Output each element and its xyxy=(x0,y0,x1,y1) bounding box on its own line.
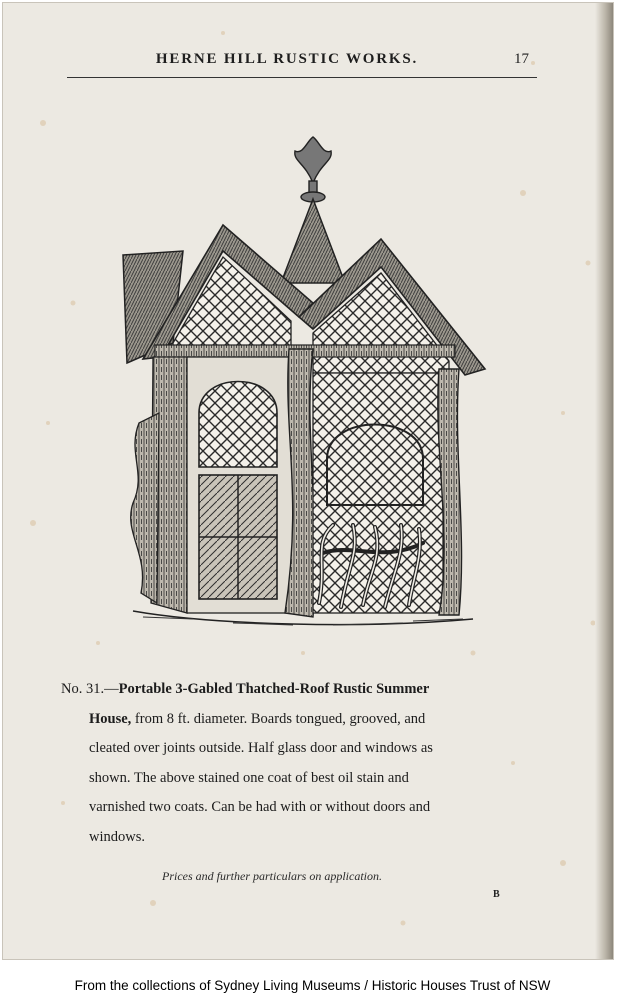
item-number: No. 31.— xyxy=(61,681,119,697)
book-spine-shadow xyxy=(595,3,613,959)
running-title: HERNE HILL RUSTIC WORKS. xyxy=(155,51,419,67)
item-title-continued: House, xyxy=(89,710,132,727)
page-number: 17 xyxy=(514,51,529,67)
description-line-3: shown. The above stained one coat of best oil stain and xyxy=(89,769,409,786)
description-line-4: varnished two coats. Can be had with or without doors and xyxy=(89,799,431,815)
description-line-5: windows. xyxy=(89,828,145,845)
item-description xyxy=(61,675,531,852)
description-line-2: cleated over joints outside. Half glass door and windows as xyxy=(89,740,433,756)
signature-mark: B xyxy=(493,889,500,900)
collection-credit: From the collections of Sydney Living Museums / Historic Houses Trust of NSW xyxy=(74,978,551,993)
prices-note: Prices and further particulars on application. xyxy=(162,869,382,883)
summer-house-engraving xyxy=(113,133,493,633)
page-header xyxy=(67,47,537,78)
item-title: Portable 3-Gabled Thatched-Roof Rustic Summer xyxy=(118,681,430,697)
catalogue-page xyxy=(2,2,614,960)
description-line-1: from 8 ft. diameter. Boards tongued, grooved, and xyxy=(131,710,426,727)
